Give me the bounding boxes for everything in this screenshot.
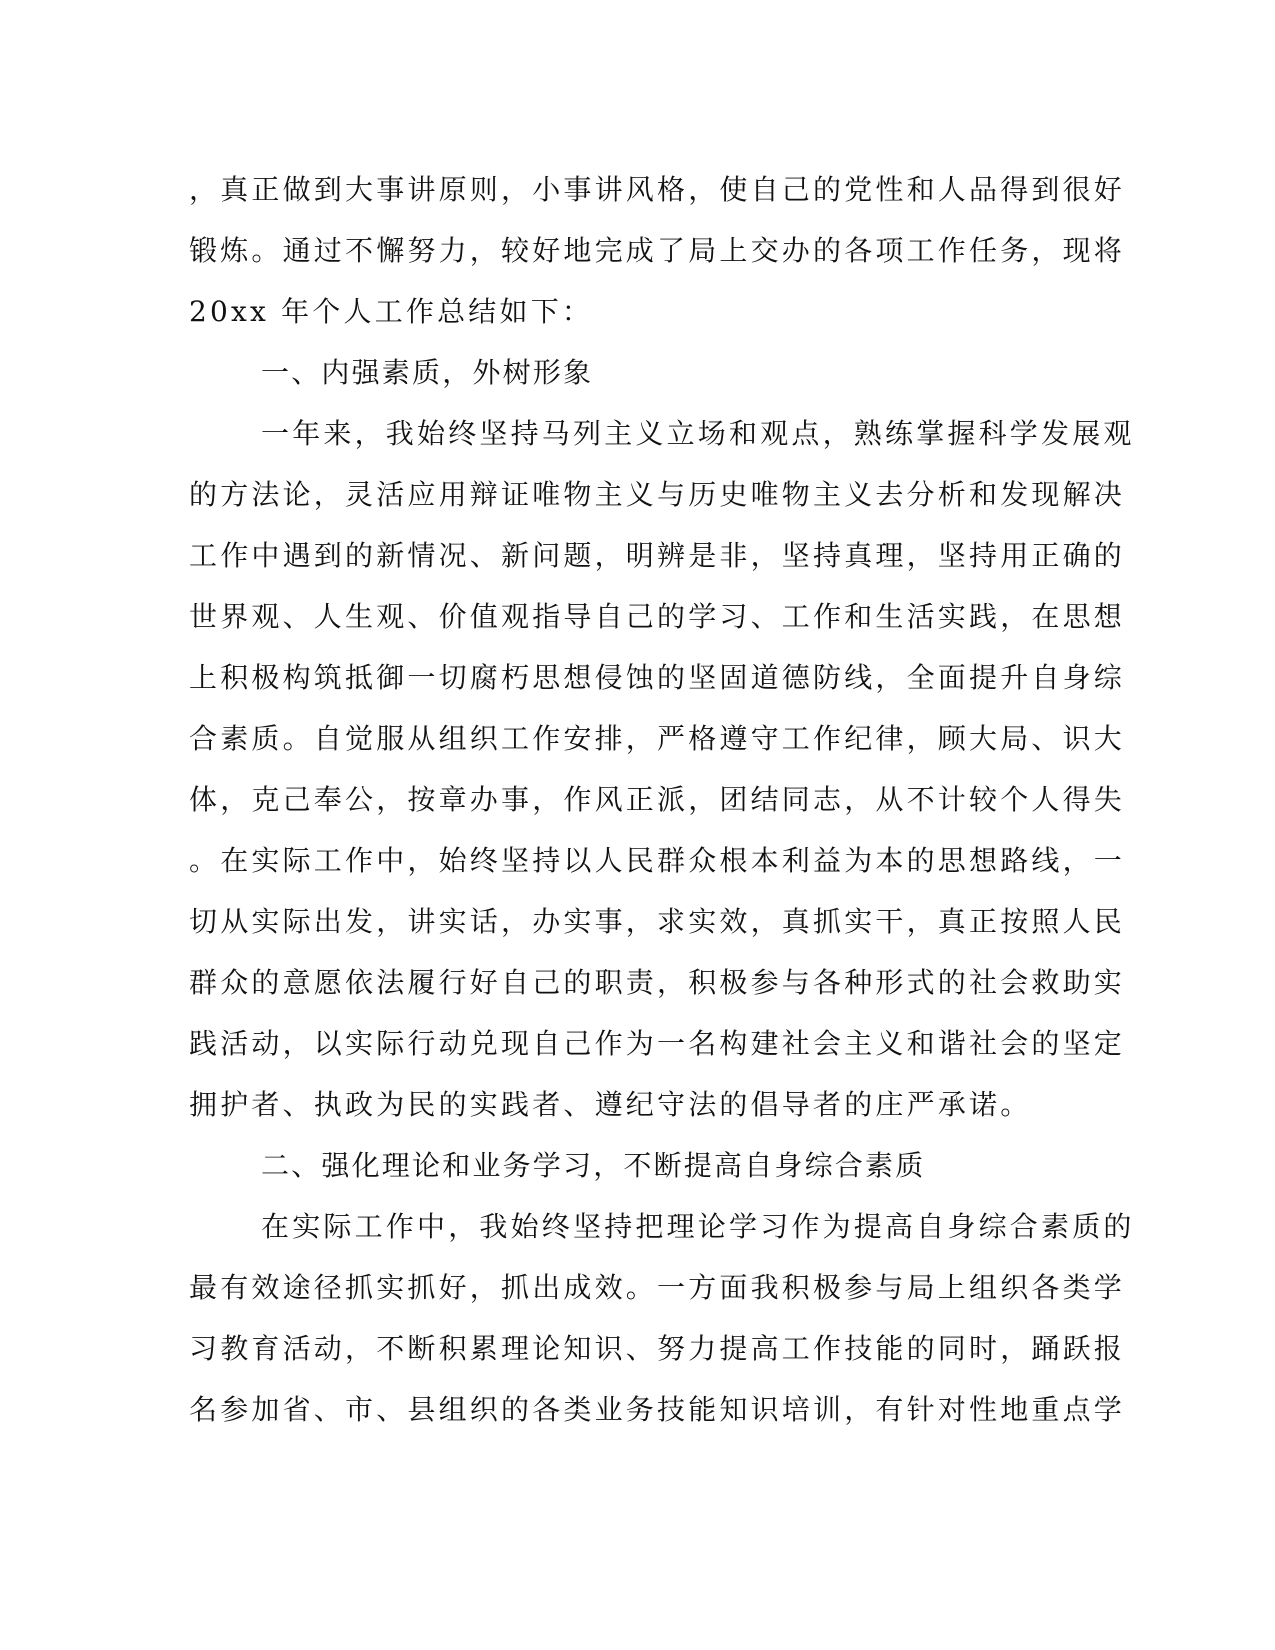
body-line: 20xx 年个人工作总结如下： xyxy=(189,295,594,328)
body-line: 名参加省、市、县组织的各类业务技能知识培训，有针对性地重点学 xyxy=(189,1393,1126,1426)
body-line: ，真正做到大事讲原则，小事讲风格，使自己的党性和人品得到很好 xyxy=(189,173,1126,206)
body-line: 工作中遇到的新情况、新问题，明辨是非，坚持真理，坚持用正确的 xyxy=(189,539,1126,572)
body-line: 锻炼。通过不懈努力，较好地完成了局上交办的各项工作任务，现将 xyxy=(189,234,1126,267)
body-line: 拥护者、执政为民的实践者、遵纪守法的倡导者的庄严承诺。 xyxy=(189,1088,1032,1121)
body-line: 群众的意愿依法履行好自己的职责，积极参与各种形式的社会救助实 xyxy=(189,966,1126,999)
body-line: 的方法论，灵活应用辩证唯物主义与历史唯物主义去分析和发现解决 xyxy=(189,478,1126,511)
document-body xyxy=(189,159,1135,1440)
body-line: 。在实际工作中，始终坚持以人民群众根本利益为本的思想路线，一 xyxy=(189,844,1126,877)
section-heading-2: 二、强化理论和业务学习，不断提高自身综合素质 xyxy=(261,1149,926,1182)
body-line: 上积极构筑抵御一切腐朽思想侵蚀的坚固道德防线，全面提升自身综 xyxy=(189,661,1126,694)
section-heading-1: 一、内强素质，外树形象 xyxy=(261,356,594,389)
body-line: 合素质。自觉服从组织工作安排，严格遵守工作纪律，顾大局、识大 xyxy=(189,722,1126,755)
paragraph-first-line: 一年来，我始终坚持马列主义立场和观点，熟练掌握科学发展观 xyxy=(261,417,1135,450)
body-line: 世界观、人生观、价值观指导自己的学习、工作和生活实践，在思想 xyxy=(189,600,1126,633)
body-line: 体，克己奉公，按章办事，作风正派，团结同志，从不计较个人得失 xyxy=(189,783,1126,816)
body-line: 切从实际出发，讲实话，办实事，求实效，真抓实干，真正按照人民 xyxy=(189,905,1126,938)
body-line: 践活动，以实际行动兑现自己作为一名构建社会主义和谐社会的坚定 xyxy=(189,1027,1126,1060)
body-line: 最有效途径抓实抓好，抓出成效。一方面我积极参与局上组织各类学 xyxy=(189,1271,1126,1304)
body-line: 习教育活动，不断积累理论知识、努力提高工作技能的同时，踊跃报 xyxy=(189,1332,1126,1365)
paragraph-first-line: 在实际工作中，我始终坚持把理论学习作为提高自身综合素质的 xyxy=(261,1210,1135,1243)
